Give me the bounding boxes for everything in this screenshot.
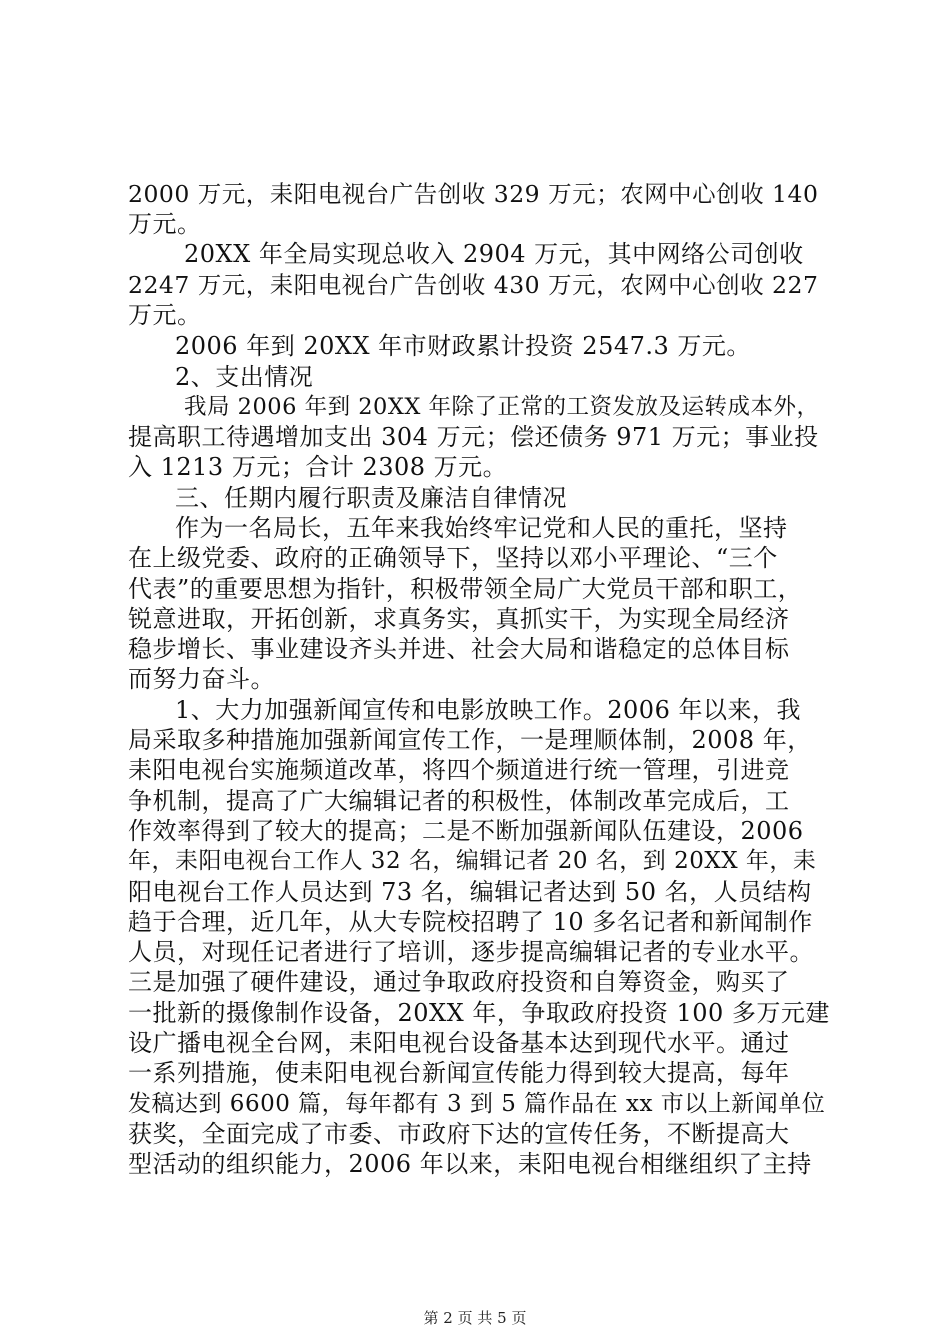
text-line: 作为一名局长，五年来我始终牢记党和人民的重托，坚持 — [175, 514, 788, 542]
text-line: 获奖，全面完成了市委、市政府下达的宣传任务，不断提高大 — [128, 1120, 790, 1148]
text-line: 入 1213 万元；合计 2308 万元。 — [128, 453, 508, 481]
text-line: 代表”的重要思想为指针，积极带领全局广大党员干部和职工， — [128, 575, 803, 603]
text-line: 2000 万元，耒阳电视台广告创收 329 万元；农网中心创收 140 — [128, 180, 819, 208]
text-line: 人员，对现任记者进行了培训，逐步提高编辑记者的专业水平。 — [128, 938, 814, 966]
text-line: 一批新的摄像制作设备，20XX 年，争取政府投资 100 多万元建 — [128, 999, 830, 1027]
text-line: 作效率得到了较大的提高；二是不断加强新闻队伍建设，2006 — [128, 817, 804, 845]
section-heading: 三、任期内履行职责及廉洁自律情况 — [175, 484, 567, 512]
text-line: 锐意进取，开拓创新，求真务实，真抓实干，为实现全局经济 — [128, 605, 790, 633]
text-line: 争机制，提高了广大编辑记者的积极性，体制改革完成后，工 — [128, 787, 790, 815]
text-line: 20XX 年全局实现总收入 2904 万元，其中网络公司创收 — [184, 240, 804, 268]
text-line: 年，耒阳电视台工作人 32 名，编辑记者 20 名，到 20XX 年，耒 — [128, 848, 817, 874]
text-line: 三是加强了硬件建设，通过争取政府投资和自筹资金，购买了 — [128, 968, 790, 996]
text-line: 局采取多种措施加强新闻宣传工作，一是理顺体制，2008 年， — [128, 726, 812, 754]
text-line: 1、大力加强新闻宣传和电影放映工作。2006 年以来，我 — [175, 696, 801, 724]
text-line: 在上级党委、政府的正确领导下，坚持以邓小平理论、“三个 — [128, 544, 778, 572]
text-line: 稳步增长、事业建设齐头并进、社会大局和谐稳定的总体目标 — [128, 635, 790, 663]
text-line: 阳电视台工作人员达到 73 名，编辑记者达到 50 名，人员结构 — [128, 878, 812, 906]
text-line: 发稿达到 6600 篇，每年都有 3 到 5 篇作品在 xx 市以上新闻单位 — [128, 1091, 826, 1117]
text-line: 2247 万元，耒阳电视台广告创收 430 万元，农网中心创收 227 — [128, 271, 819, 299]
text-line: 一系列措施，使耒阳电视台新闻宣传能力得到较大提高，每年 — [128, 1059, 790, 1087]
section-heading: 2、支出情况 — [175, 363, 314, 391]
text-line: 2006 年到 20XX 年市财政累计投资 2547.3 万元。 — [175, 332, 751, 360]
text-line: 万元。 — [128, 210, 202, 238]
text-line: 趋于合理，近几年，从大专院校招聘了 10 多名记者和新闻制作 — [128, 908, 813, 936]
text-line: 万元。 — [128, 301, 202, 329]
text-line: 提高职工待遇增加支出 304 万元；偿还债务 971 万元；事业投 — [128, 423, 819, 451]
text-line: 而努力奋斗。 — [128, 665, 275, 693]
text-line: 我局 2006 年到 20XX 年除了正常的工资发放及运转成本外， — [184, 394, 820, 420]
text-line: 耒阳电视台实施频道改革，将四个频道进行统一管理，引进竞 — [128, 756, 790, 784]
text-line: 型活动的组织能力，2006 年以来，耒阳电视台相继组织了主持 — [128, 1150, 812, 1178]
page-footer: 第 2 页 共 5 页 — [423, 1309, 527, 1327]
text-line: 设广播电视全台网，耒阳电视台设备基本达到现代水平。通过 — [128, 1029, 790, 1057]
